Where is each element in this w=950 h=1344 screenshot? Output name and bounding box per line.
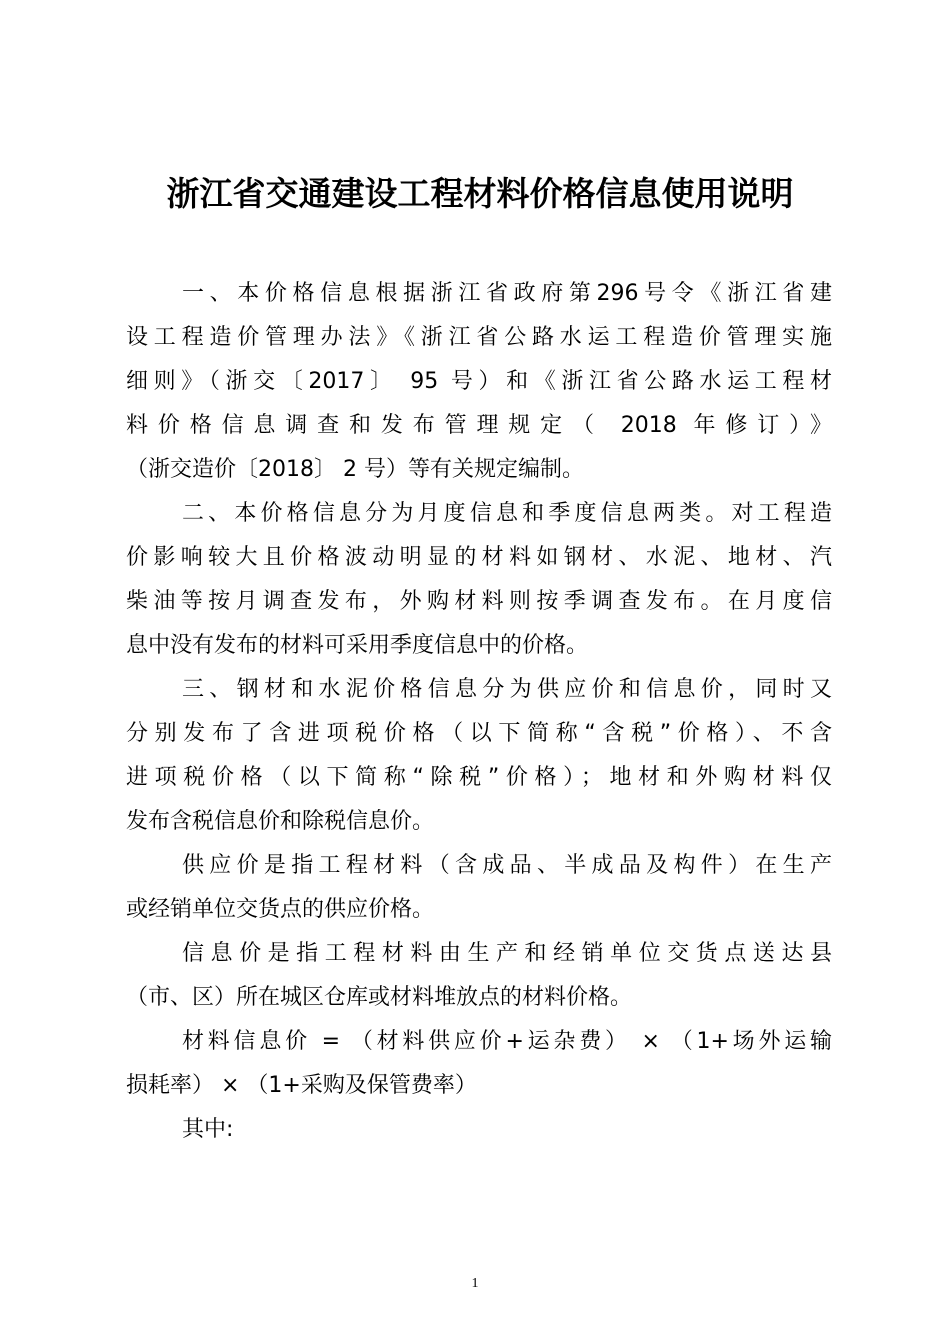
text-line: 分别发布了含进项税价格（以下简称“含税”价格）、不含 bbox=[126, 721, 832, 746]
paragraph-3 bbox=[126, 668, 832, 844]
document-body bbox=[126, 272, 832, 1152]
text-line: 材料信息价 = （材料供应价+运杂费） × （1+场外运输 bbox=[182, 1029, 832, 1054]
text-line: 发布含税信息价和除税信息价。 bbox=[126, 809, 435, 834]
text-line: 损耗率） × （1+采购及保管费率） bbox=[126, 1073, 477, 1098]
page-number: 1 bbox=[471, 1276, 479, 1291]
paragraph-5 bbox=[126, 932, 832, 1020]
document-title: 浙江省交通建设工程材料价格信息使用说明 bbox=[166, 174, 794, 213]
paragraph-4 bbox=[126, 844, 832, 932]
paragraph-2 bbox=[126, 492, 832, 668]
paragraph-1 bbox=[126, 272, 832, 492]
text-line: 供应价是指工程材料（含成品、半成品及构件）在生产 bbox=[182, 853, 832, 878]
text-line: 息中没有发布的材料可采用季度信息中的价格。 bbox=[126, 633, 589, 658]
text-line: 其中: bbox=[182, 1117, 234, 1142]
text-line: 一、本价格信息根据浙江省政府第296号令《浙江省建 bbox=[182, 281, 832, 306]
text-line: （市、区）所在城区仓库或材料堆放点的材料价格。 bbox=[126, 985, 633, 1010]
text-line: 三、钢材和水泥价格信息分为供应价和信息价，同时又 bbox=[182, 677, 832, 702]
text-line: 设工程造价管理办法》《浙江省公路水运工程造价管理实施 bbox=[126, 325, 832, 350]
text-line: 信息价是指工程材料由生产和经销单位交货点送达县 bbox=[182, 941, 832, 966]
text-line: 或经销单位交货点的供应价格。 bbox=[126, 897, 435, 922]
text-line: 细则》（浙交〔2017〕 95 号）和《浙江省公路水运工程材 bbox=[126, 369, 832, 394]
paragraph-6-formula bbox=[126, 1020, 832, 1108]
text-line: 柴油等按月调查发布，外购材料则按季调查发布。在月度信 bbox=[126, 589, 832, 614]
text-line: 进项税价格（以下简称“除税”价格）；地材和外购材料仅 bbox=[126, 765, 832, 790]
text-line: 料价格信息调查和发布管理规定（ 2018 年修订）》 bbox=[126, 413, 832, 438]
text-line: （浙交造价〔2018〕 2 号）等有关规定编制。 bbox=[126, 457, 584, 482]
text-line: 二、本价格信息分为月度信息和季度信息两类。对工程造 bbox=[182, 501, 832, 526]
paragraph-7 bbox=[126, 1108, 832, 1152]
text-line: 价影响较大且价格波动明显的材料如钢材、水泥、地材、汽 bbox=[126, 545, 832, 570]
